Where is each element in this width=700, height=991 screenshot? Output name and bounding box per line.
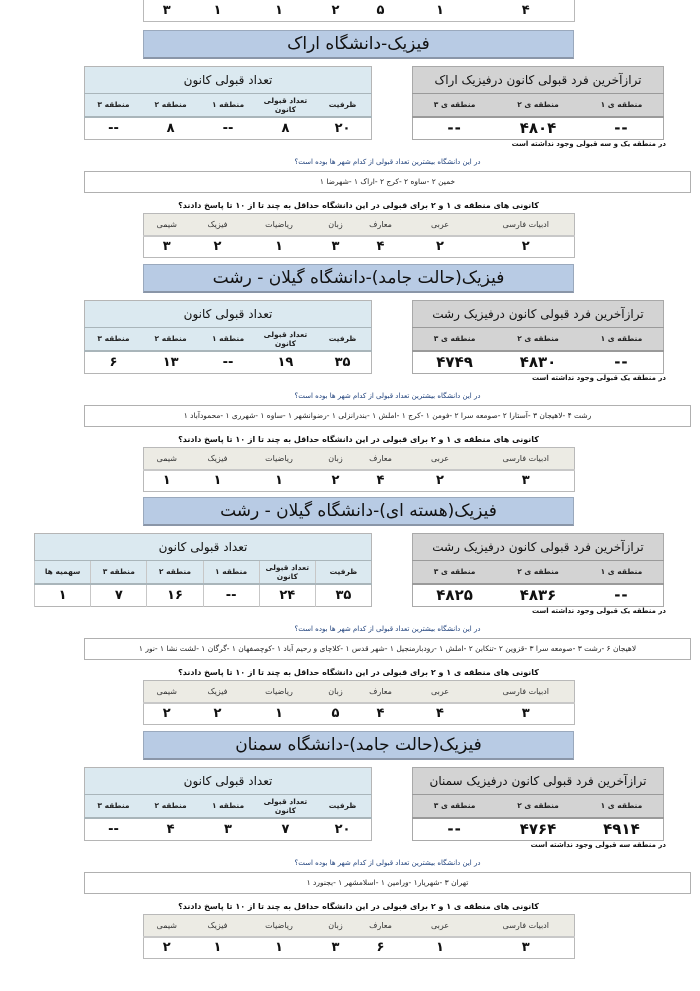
top-cities-box: تهران ۳ -شهریار۱ -ورامین ۱ -اسلامشهر ۱ -بجنورد ۱	[84, 872, 691, 894]
header-region-2: منطقه ی ۲	[496, 328, 580, 351]
header-region-2: منطقه ی ۲	[496, 94, 580, 117]
subject-value: ۱	[275, 473, 283, 489]
score-region-2: ۴۷۶۴	[519, 820, 557, 839]
value-quota: ۱	[35, 584, 91, 607]
subject-header: ادبیات فارسی	[478, 214, 575, 236]
subject-header: ریاضیات	[246, 681, 313, 703]
subject-header: معارف	[359, 915, 403, 937]
subject-value: ۱	[275, 239, 283, 255]
score-region-3: --	[447, 119, 462, 138]
score-table-title: ترازآخرین فرد قبولی کانون درفیزیک سمنان	[413, 768, 664, 795]
header-region-3: منطقه ی ۳	[413, 328, 497, 351]
value-region-3: --	[108, 821, 119, 837]
subject-value: ۳	[331, 940, 340, 956]
header-region-2: منطقه ی ۲	[496, 795, 580, 818]
subject-value: ۲	[331, 473, 340, 489]
value-capacity: ۳۵	[334, 354, 351, 370]
section-title: فیزیک-دانشگاه اراک	[143, 30, 574, 59]
subject-value: ۳	[162, 239, 171, 255]
note-text: در منطقه یک قبولی وجود نداشته است	[531, 374, 666, 382]
value-kanoon-accepted: ۲۴	[259, 584, 315, 607]
subject-value: ۶	[376, 940, 385, 956]
subject-value: ۲	[162, 940, 171, 956]
header-region-1: منطقه ۱	[199, 328, 256, 351]
subject-header: ریاضیات	[246, 915, 313, 937]
header-region-3: منطقه ی ۳	[413, 561, 497, 584]
city-question: در این دانشگاه بیشترین تعداد قبولی از کدام شهر ها بوده است؟	[294, 625, 481, 633]
score-region-2: ۴۸۳۰	[519, 353, 557, 372]
city-question: در این دانشگاه بیشترین تعداد قبولی از کدام شهر ها بوده است؟	[294, 859, 481, 867]
subject-header: زبان	[313, 214, 359, 236]
subject-header: ادبیات فارسی	[478, 915, 575, 937]
value-region-2: ۴	[166, 821, 175, 837]
value-region-2: ۱۶	[147, 584, 203, 607]
kanoon-acceptance-table	[84, 66, 372, 140]
subject-value: ۴	[376, 473, 385, 489]
subject-header: زبان	[313, 448, 359, 470]
subject-value: ۲	[213, 239, 222, 255]
score-table-title: ترازآخرین فرد قبولی کانون درفیزیک رشت	[413, 534, 664, 561]
subject-answers-table	[143, 914, 575, 959]
subject-value: ۱	[213, 473, 222, 489]
subject-value: ۳	[521, 940, 530, 956]
subject-value: ۴	[436, 706, 444, 722]
subject-value: ۳	[331, 239, 340, 255]
header-region-3: منطقه ۳	[91, 561, 147, 584]
value-capacity: ۲۰	[334, 821, 351, 837]
value-region-1: ۳	[224, 821, 232, 837]
cell: ۱	[436, 2, 444, 18]
subject-header: شیمی	[144, 915, 190, 937]
subject-header: معارف	[359, 214, 403, 236]
header-region-2: منطقه ی ۲	[496, 561, 580, 584]
last-accepted-score-table	[412, 300, 664, 374]
value-region-2: ۸	[166, 120, 175, 136]
header-region-3: منطقه ۳	[85, 328, 142, 351]
cell: ۵	[376, 2, 385, 18]
subject-header: شیمی	[144, 214, 190, 236]
header-region-3: منطقه ی ۳	[413, 94, 497, 117]
value-region-3: ۷	[91, 584, 147, 607]
subject-header: شیمی	[144, 681, 190, 703]
header-capacity: ظرفیت	[314, 328, 371, 351]
score-region-1: --	[614, 119, 629, 138]
subject-header: معارف	[359, 681, 403, 703]
subject-value: ۱	[213, 940, 222, 956]
acceptance-table-title: تعداد قبولی کانون	[85, 301, 372, 328]
header-region-2: منطقه ۲	[142, 795, 199, 818]
score-region-1: ۴۹۱۴	[603, 820, 640, 839]
subject-header: فیزیک	[190, 681, 246, 703]
score-region-1: --	[614, 586, 629, 605]
score-region-2: ۴۸۰۴	[519, 119, 557, 138]
header-region-1: منطقه ی ۱	[580, 561, 664, 584]
header-region-2: منطقه ۲	[142, 94, 199, 117]
subject-value: ۳	[521, 706, 530, 722]
value-kanoon-accepted: ۸	[281, 120, 290, 136]
subject-answers-table	[143, 447, 575, 492]
subject-header: ریاضیات	[246, 448, 313, 470]
subject-value: ۲	[162, 706, 171, 722]
header-region-2: منطقه ۲	[147, 561, 203, 584]
header-region-1: منطقه ۱	[199, 94, 256, 117]
value-region-1: --	[203, 584, 259, 607]
header-region-1: منطقه ی ۱	[580, 795, 664, 818]
subject-header: ادبیات فارسی	[478, 448, 575, 470]
value-region-1: --	[222, 120, 234, 136]
header-kanoon-accepted: تعداد قبولی کانون	[257, 795, 314, 818]
header-region-1: منطقه ۱	[203, 561, 259, 584]
subject-header: زبان	[313, 681, 359, 703]
header-region-3: منطقه ۳	[85, 94, 142, 117]
subject-value: ۲	[436, 473, 444, 489]
value-region-3: ۶	[109, 354, 118, 370]
subject-header: فیزیک	[190, 915, 246, 937]
kanoon-acceptance-table	[34, 533, 372, 607]
header-capacity: ظرفیت	[314, 94, 371, 117]
city-question: در این دانشگاه بیشترین تعداد قبولی از کدام شهر ها بوده است؟	[294, 392, 481, 400]
subject-answers-table	[143, 213, 575, 258]
score-table-title: ترازآخرین فرد قبولی کانون درفیزیک اراک	[413, 67, 664, 94]
value-region-3: --	[108, 120, 119, 136]
last-accepted-score-table	[412, 767, 664, 841]
subject-value: ۳	[521, 473, 530, 489]
score-region-2: ۴۸۳۶	[519, 586, 557, 605]
kanoon-acceptance-table	[84, 300, 372, 374]
subject-header: عربی	[403, 448, 478, 470]
subject-value: ۲	[213, 706, 222, 722]
subject-header: عربی	[403, 681, 478, 703]
subject-question: کانونی های منطقه ی ۱ و ۲ برای قبولی در این دانشگاه حداقل به چند تا از ۱۰ تا پاسخ دادند؟	[178, 201, 539, 210]
value-kanoon-accepted: ۱۹	[277, 354, 294, 370]
subject-value: ۱	[275, 940, 283, 956]
acceptance-table-title: تعداد قبولی کانون	[85, 67, 372, 94]
subject-value: ۴	[376, 706, 385, 722]
last-accepted-score-table	[412, 533, 664, 607]
cell: ۴	[521, 2, 530, 18]
subject-value: ۱	[275, 706, 283, 722]
top-cities-box: رشت ۴ -لاهیجان ۳ -آستارا ۲ -صومعه سرا ۲ -فومن ۱ -کرج ۱ -املش ۱ -بندرانزلی ۱ -رضوانشهر ۱ -ساوه ۱ -شهرری ۱ -محمودآباد ۱	[84, 405, 691, 427]
previous-subject-table-row	[143, 0, 575, 22]
header-region-3: منطقه ۳	[85, 795, 142, 818]
section-title: فیزیک(هسته ای)-دانشگاه گیلان - رشت	[143, 497, 574, 526]
note-text: در منطقه یک قبولی وجود نداشته است	[531, 607, 666, 615]
subject-value: ۱	[436, 940, 444, 956]
header-quota: سهمیه ها	[35, 561, 91, 584]
cell: ۱	[275, 2, 283, 18]
value-region-2: ۱۳	[162, 354, 179, 370]
city-question: در این دانشگاه بیشترین تعداد قبولی از کدام شهر ها بوده است؟	[294, 158, 481, 166]
subject-header: ادبیات فارسی	[478, 681, 575, 703]
header-kanoon-accepted: تعداد قبولی کانون	[257, 94, 314, 117]
subject-question: کانونی های منطقه ی ۱ و ۲ برای قبولی در این دانشگاه حداقل به چند تا از ۱۰ تا پاسخ دادند؟	[178, 435, 539, 444]
header-kanoon-accepted: تعداد قبولی کانون	[259, 561, 315, 584]
subject-header: زبان	[313, 915, 359, 937]
header-capacity: ظرفیت	[314, 795, 371, 818]
header-region-1: منطقه ی ۱	[580, 328, 664, 351]
subject-answers-table	[143, 680, 575, 725]
last-accepted-score-table	[412, 66, 664, 140]
value-region-1: --	[222, 354, 234, 370]
subject-value: ۱	[162, 473, 171, 489]
subject-value: ۲	[521, 239, 530, 255]
value-capacity: ۲۰	[334, 120, 351, 136]
cell: ۲	[331, 2, 340, 18]
header-region-3: منطقه ی ۳	[413, 795, 497, 818]
score-table-title: ترازآخرین فرد قبولی کانون درفیزیک رشت	[413, 301, 664, 328]
kanoon-acceptance-table	[84, 767, 372, 841]
subject-header: عربی	[403, 915, 478, 937]
subject-header: معارف	[359, 448, 403, 470]
subject-header: عربی	[403, 214, 478, 236]
header-capacity: ظرفیت	[315, 561, 371, 584]
score-region-3: ۴۸۲۵	[436, 586, 473, 605]
section-title: فیزیک(حالت جامد)-دانشگاه سمنان	[143, 731, 574, 760]
score-region-1: --	[614, 353, 629, 372]
header-kanoon-accepted: تعداد قبولی کانون	[257, 328, 314, 351]
note-text: در منطقه سه قبولی وجود نداشته است	[530, 841, 666, 849]
subject-header: فیزیک	[190, 214, 246, 236]
subject-header: ریاضیات	[246, 214, 313, 236]
subject-header: شیمی	[144, 448, 190, 470]
value-capacity: ۳۵	[315, 584, 371, 607]
section-title: فیزیک(حالت جامد)-دانشگاه گیلان - رشت	[143, 264, 574, 293]
score-region-3: --	[447, 820, 462, 839]
subject-question: کانونی های منطقه ی ۱ و ۲ برای قبولی در این دانشگاه حداقل به چند تا از ۱۰ تا پاسخ دادند؟	[178, 902, 539, 911]
header-region-1: منطقه ی ۱	[580, 94, 664, 117]
subject-question: کانونی های منطقه ی ۱ و ۲ برای قبولی در این دانشگاه حداقل به چند تا از ۱۰ تا پاسخ دادند؟	[178, 668, 539, 677]
note-text: در منطقه یک و سه قبولی وجود نداشته است	[511, 140, 666, 148]
acceptance-table-title: تعداد قبولی کانون	[35, 534, 372, 561]
subject-header: فیزیک	[190, 448, 246, 470]
score-region-3: ۴۷۴۹	[436, 353, 473, 372]
cell: ۱	[213, 2, 222, 18]
subject-value: ۴	[376, 239, 385, 255]
cell: ۳	[162, 2, 171, 18]
header-region-2: منطقه ۲	[142, 328, 199, 351]
top-cities-box: لاهیجان ۶ -رشت ۳ -صومعه سرا ۳ -قزوین ۲ -تنکابن ۲ -املش ۱ -رودبارمنجیل ۱ -شهر قدس ۱ -کلاچای و رحیم آباد ۱ -کوچصفهان ۱ -گرگان ۱ -لشت نشا ۱ -نور ۱	[84, 638, 691, 660]
header-region-1: منطقه ۱	[199, 795, 256, 818]
top-cities-box: خمین ۲ -ساوه ۲ -کرج ۲ -اراک ۱ -شهرضا ۱	[84, 171, 691, 193]
subject-value: ۵	[331, 706, 340, 722]
value-kanoon-accepted: ۷	[281, 821, 290, 837]
acceptance-table-title: تعداد قبولی کانون	[85, 768, 372, 795]
subject-value: ۲	[436, 239, 444, 255]
